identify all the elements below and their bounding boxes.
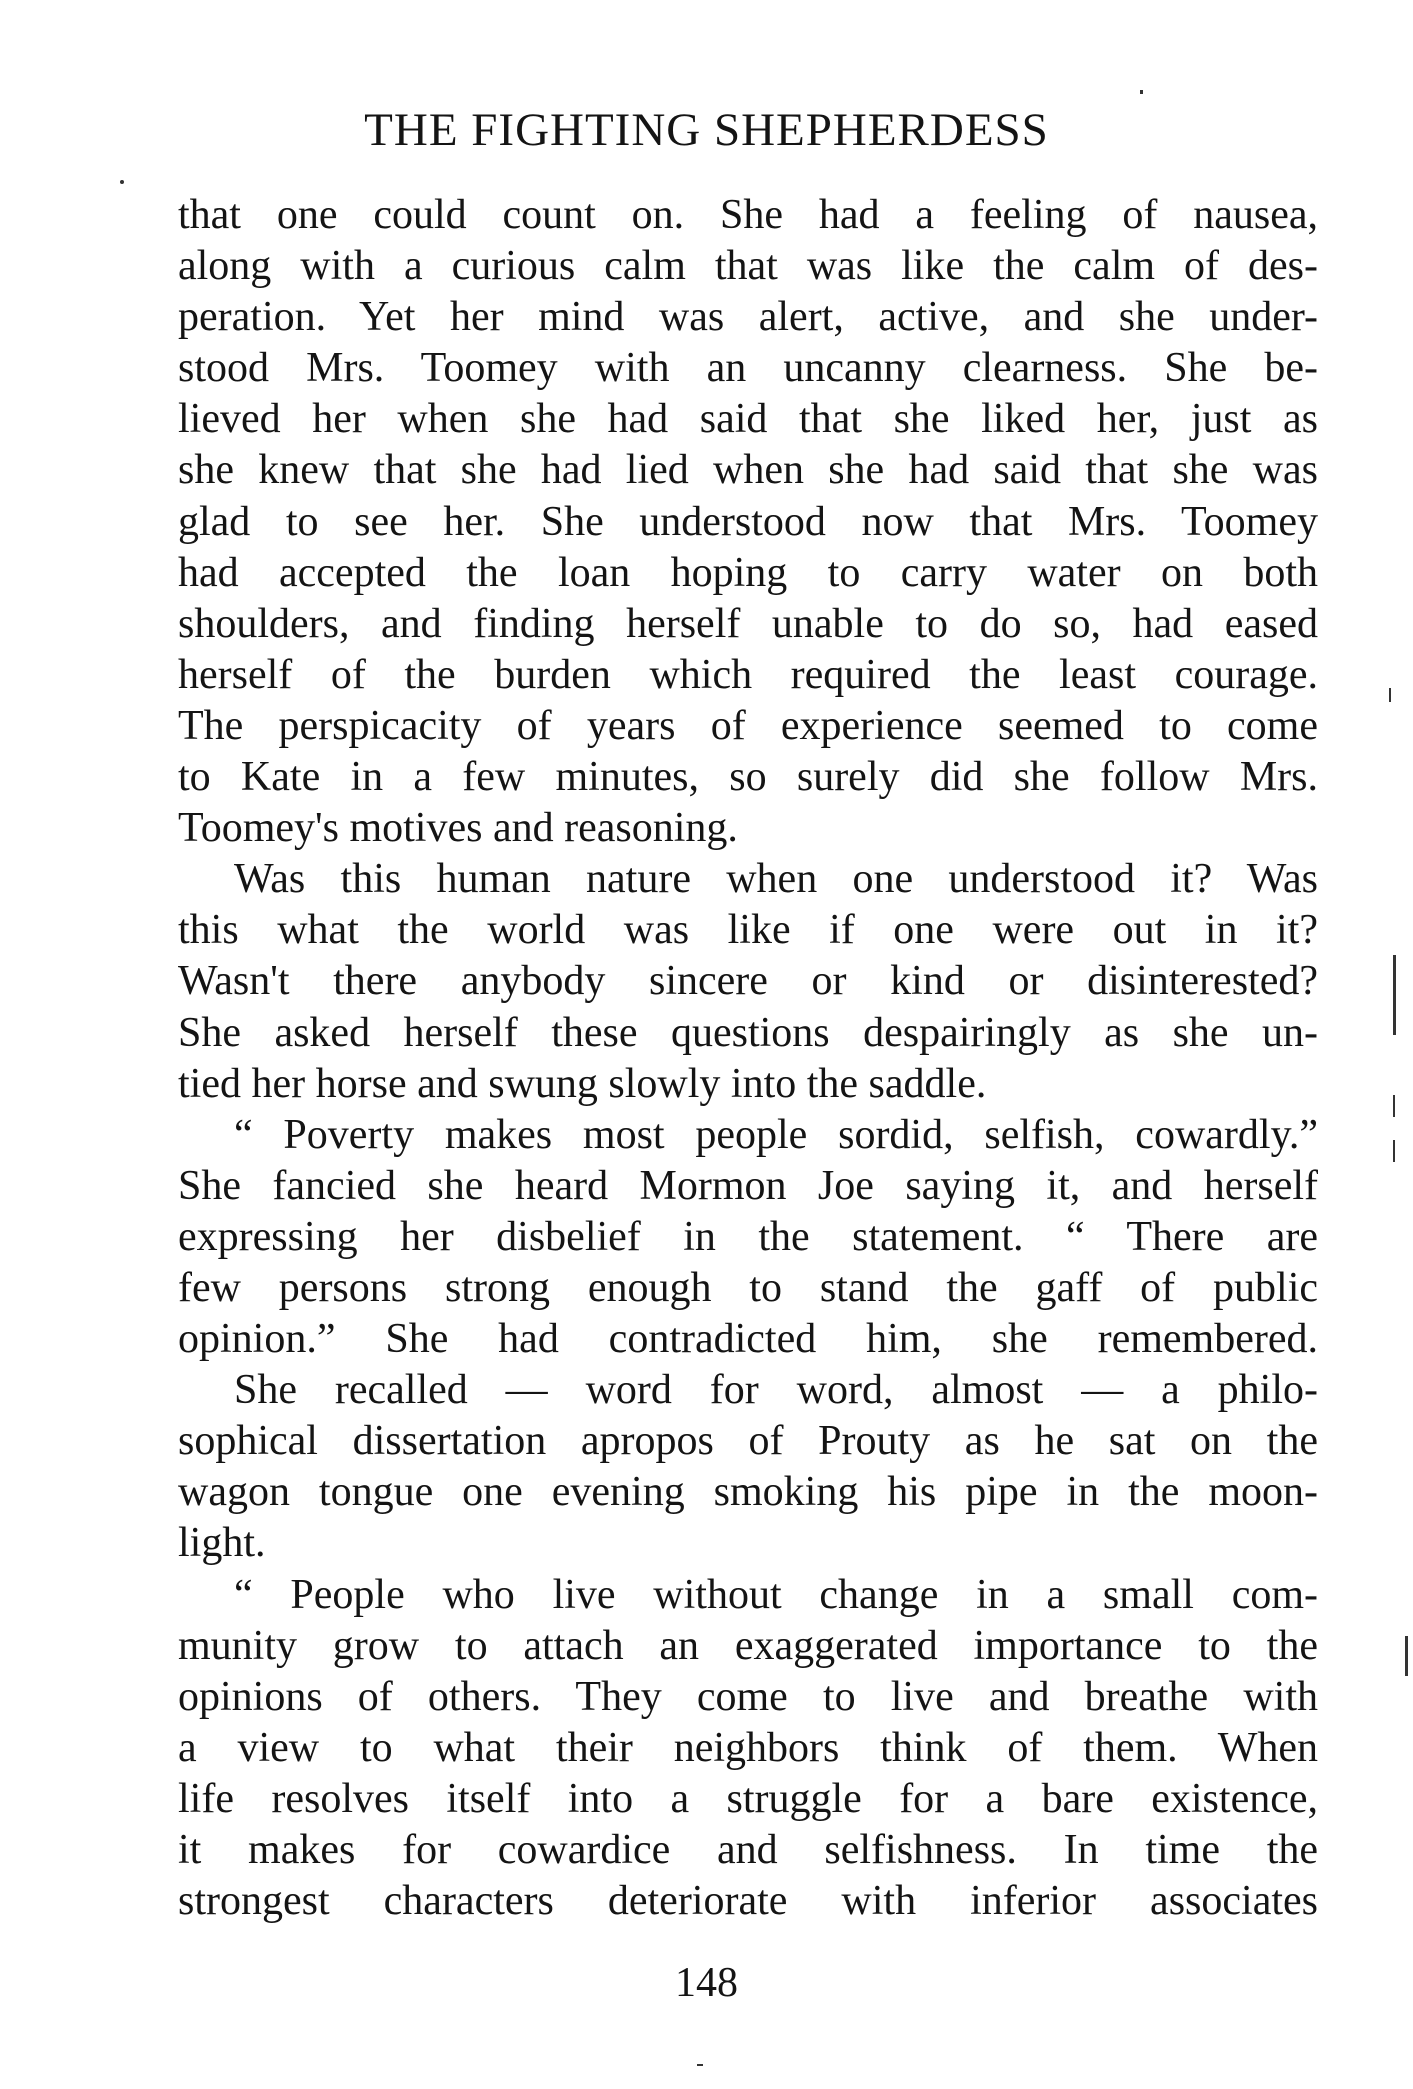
text-line: strongest characters deteriorate with inferior associates bbox=[178, 1878, 1318, 1925]
text-line: opinions of others. They come to live and breathe with bbox=[178, 1673, 1318, 1720]
text-line: stood Mrs. Toomey with an uncanny clearness. She be- bbox=[178, 345, 1318, 392]
text-line: shoulders, and finding herself unable to do so, had eased bbox=[178, 600, 1318, 647]
text-line: peration. Yet her mind was alert, active, and she under- bbox=[178, 294, 1318, 341]
text-line: light. bbox=[178, 1520, 266, 1567]
text-line: She fancied she heard Mormon Joe saying it, and herself bbox=[178, 1162, 1318, 1209]
scan-mark bbox=[1393, 1140, 1395, 1162]
text-line: a view to what their neighbors think of them. When bbox=[178, 1724, 1318, 1771]
text-line: She asked herself these questions despairingly as she un- bbox=[178, 1009, 1318, 1056]
text-line: Wasn't there anybody sincere or kind or disinterested? bbox=[178, 958, 1318, 1005]
text-line: munity grow to attach an exaggerated importance to the bbox=[178, 1622, 1318, 1669]
scan-mark bbox=[1405, 1636, 1408, 1676]
text-line: life resolves itself into a struggle for a bare existence, bbox=[178, 1775, 1318, 1822]
text-line: The perspicacity of years of experience seemed to come bbox=[178, 702, 1318, 749]
text-line: she knew that she had lied when she had said that she was bbox=[178, 447, 1318, 494]
text-line: that one could count on. She had a feeling of nausea, bbox=[178, 192, 1318, 238]
text-line: had accepted the loan hoping to carry water on both bbox=[178, 549, 1318, 596]
text-line: Was this human nature when one understood it? Was bbox=[234, 856, 1318, 903]
text-line: herself of the burden which required the least courage. bbox=[178, 651, 1318, 698]
text-line: Toomey's motives and reasoning. bbox=[178, 805, 738, 852]
text-line: “ People who live without change in a small com- bbox=[234, 1571, 1318, 1618]
scan-mark bbox=[697, 2064, 703, 2066]
text-line: She recalled — word for word, almost — a philo- bbox=[234, 1367, 1318, 1414]
text-line: sophical dissertation apropos of Prouty as he sat on the bbox=[178, 1418, 1318, 1465]
text-line: to Kate in a few minutes, so surely did she follow Mrs. bbox=[178, 754, 1318, 801]
text-line: few persons strong enough to stand the gaff of public bbox=[178, 1264, 1318, 1311]
running-head: THE FIGHTING SHEPHERDESS bbox=[364, 104, 1049, 156]
text-line: it makes for cowardice and selfishness. In time the bbox=[178, 1827, 1318, 1873]
text-line: along with a curious calm that was like the calm of des- bbox=[178, 243, 1318, 290]
scan-mark bbox=[1393, 1095, 1395, 1117]
text-line: wagon tongue one evening smoking his pipe in the moon- bbox=[178, 1469, 1318, 1516]
text-line: opinion.” She had contradicted him, she remembered. bbox=[178, 1316, 1318, 1363]
text-line: tied her horse and swung slowly into the saddle. bbox=[178, 1060, 987, 1107]
text-line: this what the world was like if one were out in it? bbox=[178, 907, 1318, 954]
scan-mark bbox=[120, 180, 124, 184]
text-line: lieved her when she had said that she liked her, just as bbox=[178, 396, 1318, 443]
scan-mark bbox=[1393, 955, 1396, 1035]
text-line: glad to see her. She understood now that Mrs. Toomey bbox=[178, 498, 1318, 545]
scan-mark bbox=[1140, 90, 1143, 94]
page-number: 148 bbox=[675, 1960, 738, 2006]
text-line: “ Poverty makes most people sordid, selfish, cowardly.” bbox=[234, 1111, 1318, 1158]
scan-mark bbox=[1389, 688, 1391, 702]
text-line: expressing her disbelief in the statement. “ There are bbox=[178, 1213, 1318, 1260]
body-text bbox=[178, 190, 1318, 1927]
